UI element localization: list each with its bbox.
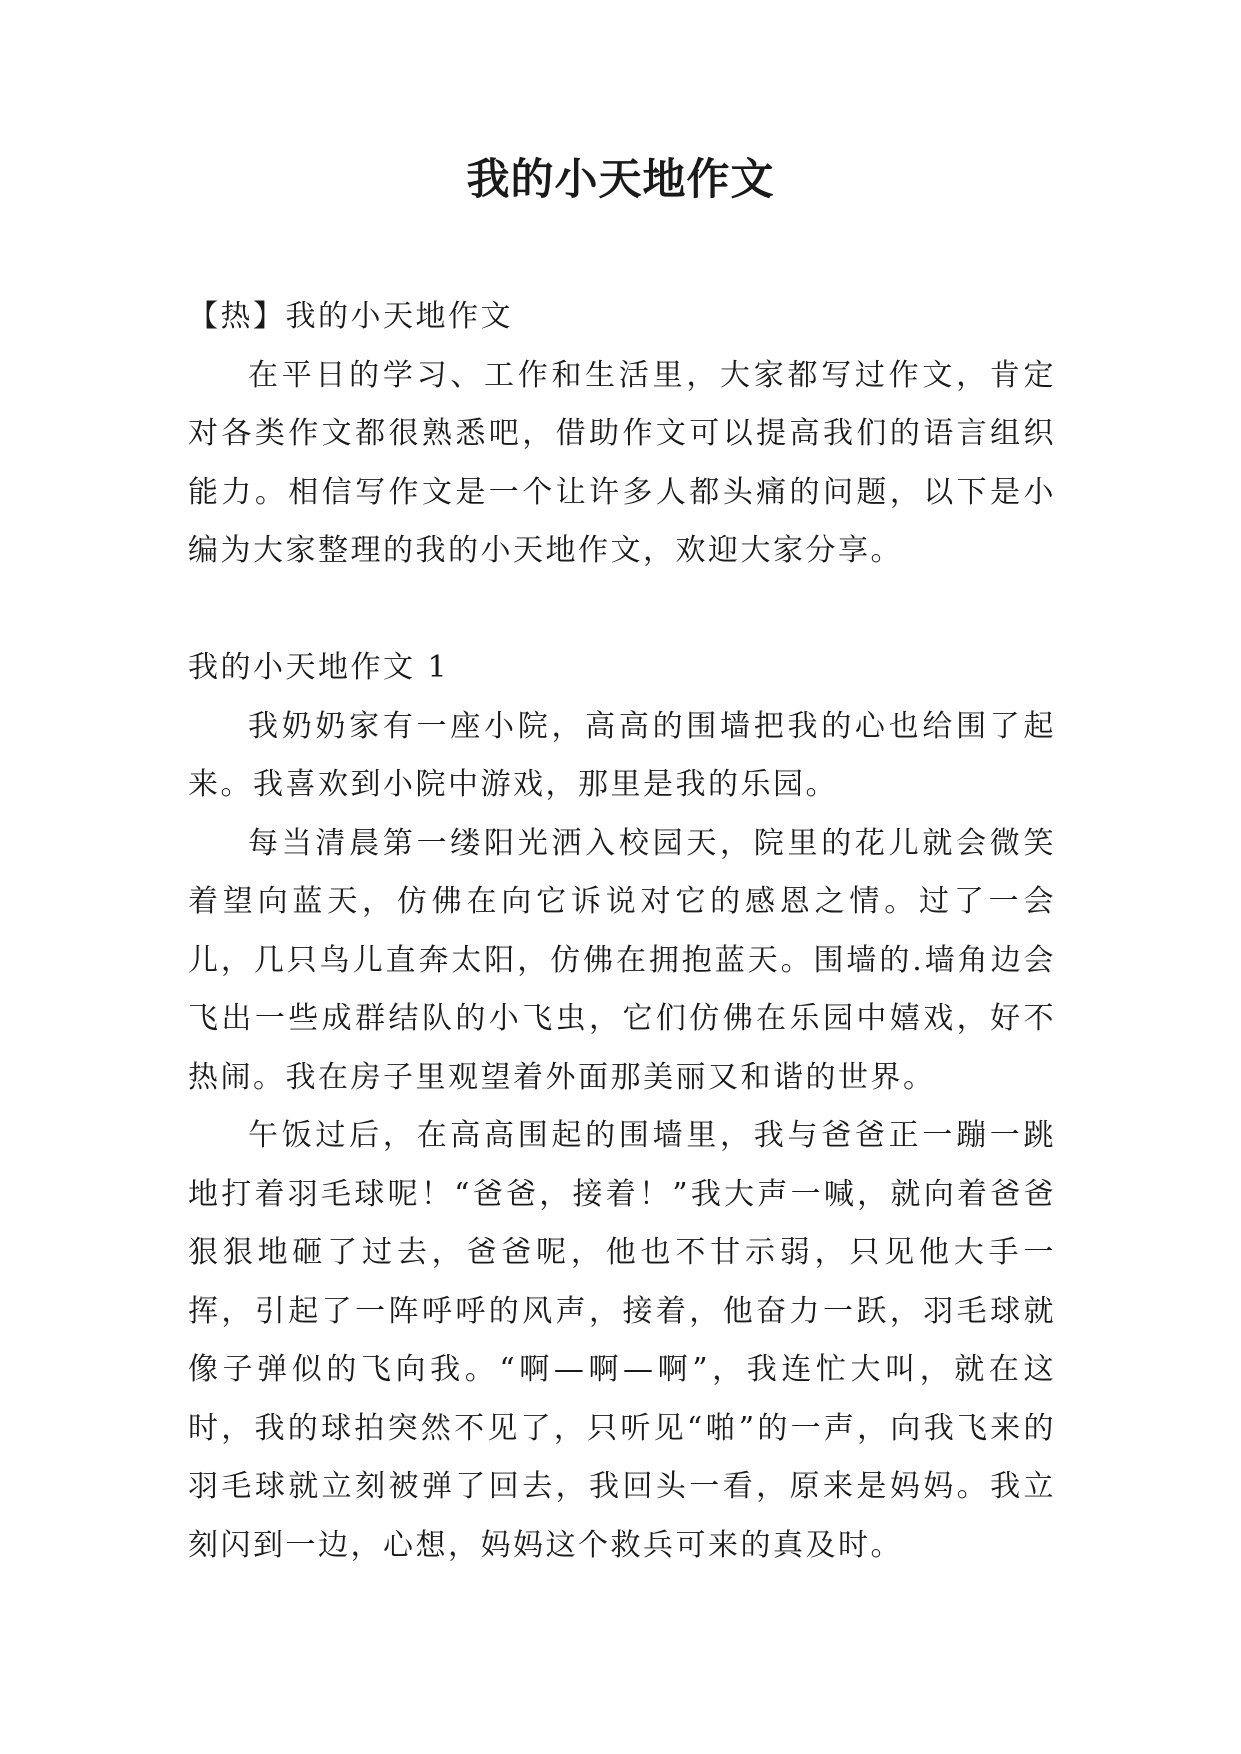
document-body: [188, 288, 1056, 1575]
intro-heading: 【热】我的小天地作文: [188, 299, 513, 334]
essay-paragraph: 午饭过后，在高高围起的围墙里，我与爸爸正一蹦一跳地打着羽毛球呢！“爸爸，接着！”我大声一喊，就向着爸爸狠狠地砸了过去，爸爸呢，他也不甘示弱，只见他大手一挥，引起了一阵呼呼的风声，接着，他奋力一跃，羽毛球就像子弹似的飞向我。“啊—啊—啊”，我连忙大叫，就在这时，我的球拍突然不见了，只听见“啪”的一声，向我飞来的羽毛球就立刻被弹了回去，我回头一看，原来是妈妈。我立刻闪到一边，心想，妈妈这个救兵可来的真及时。: [188, 1118, 1056, 1563]
section-spacer: [188, 581, 1056, 640]
intro-paragraph: 在平日的学习、工作和生活里，大家都写过作文，肯定对各类作文都很熟悉吧，借助作文可以提高我们的语言组织能力。相信写作文是一个让许多人都头痛的问题，以下是小编为大家整理的我的小天地作文，欢迎大家分享。: [188, 357, 1056, 568]
essay-heading: 我的小天地作文 1: [188, 650, 450, 685]
document-title: 我的小天地作文: [466, 155, 775, 205]
essay-paragraph: 我奶奶家有一座小院，高高的围墙把我的心也给围了起来。我喜欢到小院中游戏，那里是我的乐园。: [188, 708, 1056, 802]
essay-paragraph: 每当清晨第一缕阳光洒入校园天，院里的花儿就会微笑着望向蓝天，仿佛在向它诉说对它的感恩之情。过了一会儿，几只鸟儿直奔太阳，仿佛在拥抱蓝天。围墙的.墙角边会飞出一些成群结队的小飞虫，它们仿佛在乐园中嬉戏，好不热闹。我在房子里观望着外面那美丽又和谐的世界。: [188, 825, 1056, 1095]
